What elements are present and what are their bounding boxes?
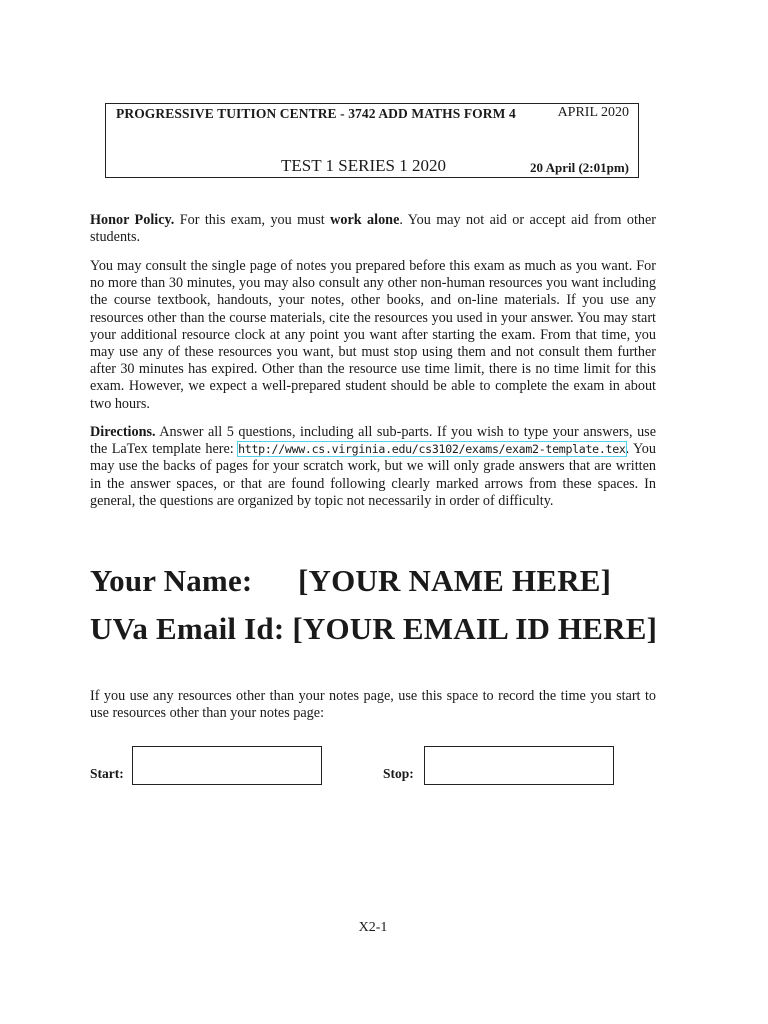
page-number: X2-1 xyxy=(358,920,388,935)
exam-header-box xyxy=(105,103,639,178)
directions-text-b: . You may use the backs of pages for your scratch work, but we will only grade answers that are written in the answer spaces, or that are found following clearly marked arrows from these spaces. In general, the questions are organized by topic not necessarily in order of difficulty. xyxy=(90,441,656,509)
honor-policy-emphasis: work alone xyxy=(330,212,400,228)
exam-date: 20 April (2:01pm) xyxy=(530,160,629,175)
honor-policy-text-b: . You may not aid or accept aid from other students. xyxy=(90,212,657,246)
name-label: Your Name: xyxy=(90,563,253,598)
notes-policy-paragraph: You may consult the single page of notes you prepared before this exam as much as you want. For no more than 30 minutes, you may also consult any other non-human resources you want including the course textbook, handouts, your notes, other books, and on-line materials. If you use any resources other than the course materials, cite the resources you used in your answer. You may start your additional resource clock at any point you want after starting the exam. From that time, you may use any of these resources you want, but must stop using them and not consult them further after 30 minutes has expired. Other than the resource use time limit, there is no time limit for this exam. However, we expect a well-prepared student should be able to complete the exam in about two hours. xyxy=(90,258,656,412)
latex-template-link[interactable]: http://www.cs.virginia.edu/cs3102/exams/exam2-template.tex xyxy=(238,442,626,457)
start-time-field[interactable] xyxy=(132,746,322,785)
honor-policy-lead: Honor Policy. xyxy=(90,212,175,228)
honor-policy-text-a: For this exam, you must xyxy=(174,212,331,228)
organization-title: PROGRESSIVE TUITION CENTRE - 3742 ADD MATHS FORM 4 xyxy=(116,106,516,121)
student-name-line xyxy=(90,563,611,599)
directions-paragraph xyxy=(90,424,656,510)
stop-time-field[interactable] xyxy=(424,746,614,785)
stop-label: Stop: xyxy=(383,766,414,781)
email-value[interactable]: [YOUR EMAIL ID HERE] xyxy=(292,611,658,646)
student-email-line xyxy=(90,611,657,647)
honor-policy-paragraph xyxy=(90,212,656,246)
start-label: Start: xyxy=(90,766,124,781)
name-value[interactable]: [YOUR NAME HERE] xyxy=(298,563,612,598)
exam-month: APRIL 2020 xyxy=(557,105,629,120)
test-title: TEST 1 SERIES 1 2020 xyxy=(281,156,446,175)
directions-text-a: Answer all 5 questions, including all sub-parts. If you wish to type your answers, use the LaTex template here: xyxy=(90,424,656,458)
directions-lead: Directions. xyxy=(90,424,156,440)
resources-paragraph: If you use any resources other than your notes page, use this space to record the time you start to use resources other than your notes page: xyxy=(90,688,656,722)
email-label: UVa Email Id: xyxy=(90,611,285,646)
